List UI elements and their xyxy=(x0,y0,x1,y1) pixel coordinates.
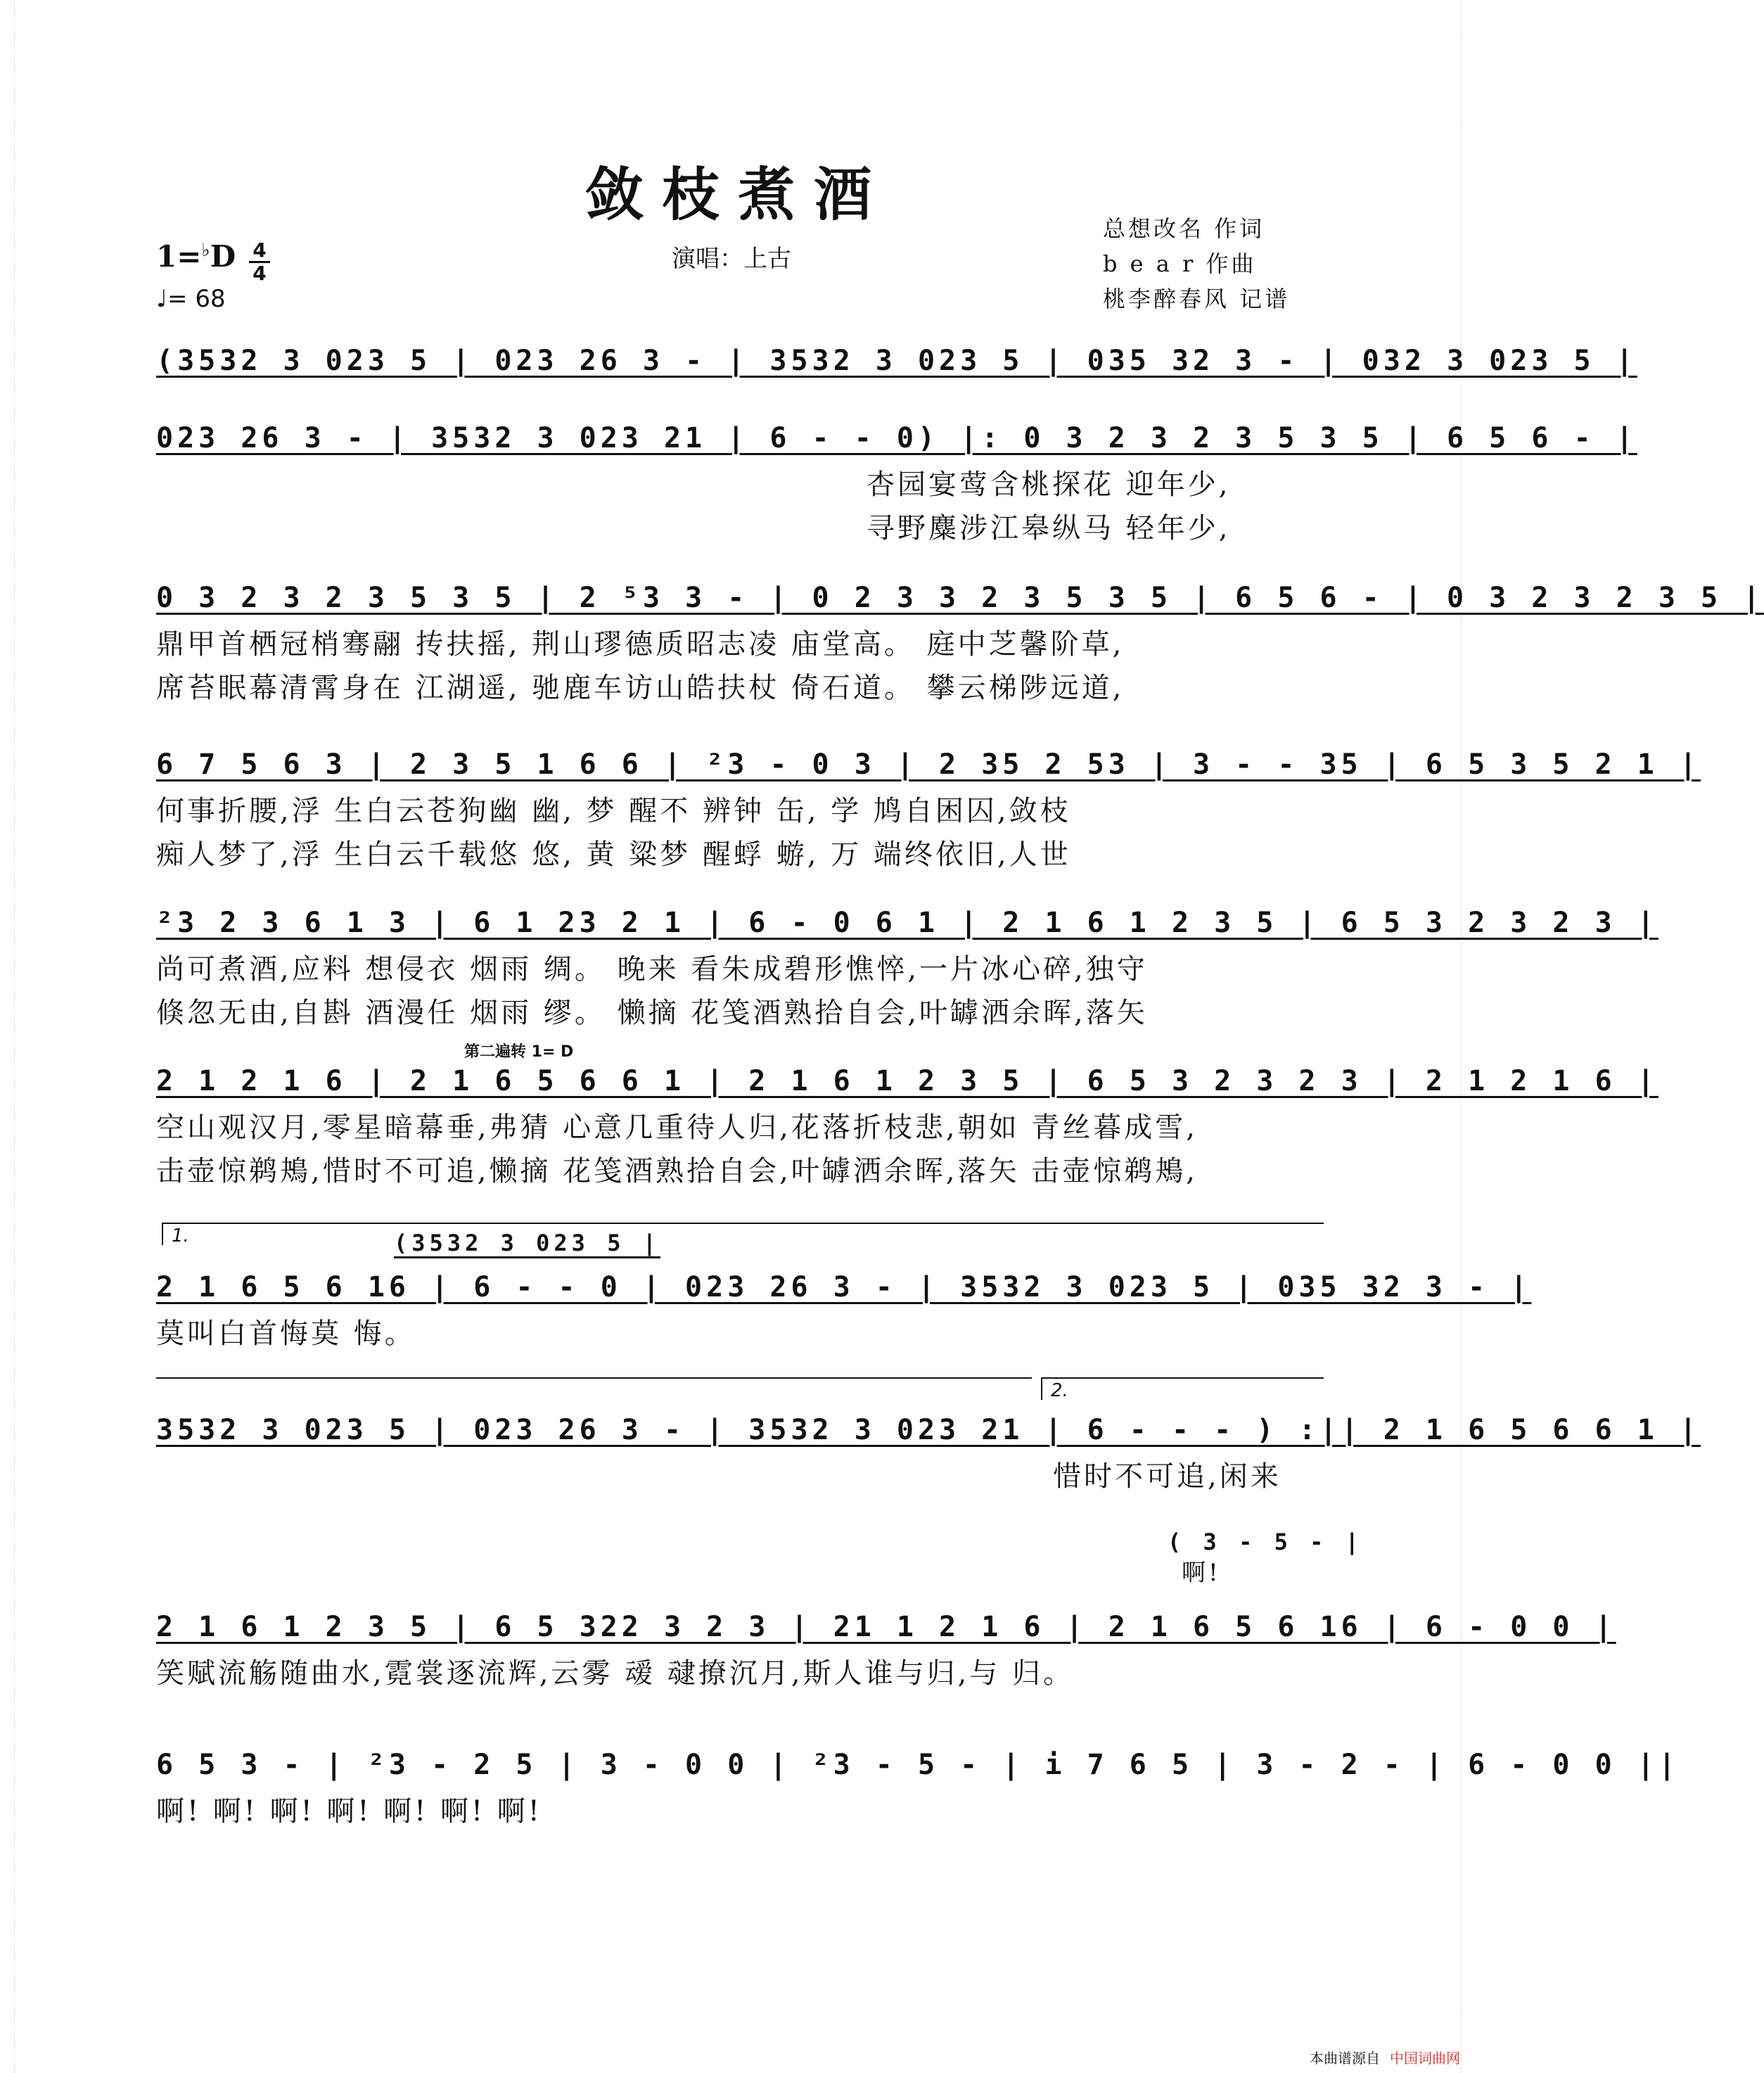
time-signature-top: 4 xyxy=(253,238,267,262)
lyric-verse-1: 啊! 啊! 啊! 啊! 啊! 啊! 啊! xyxy=(156,1795,542,1828)
notes: 023 26 3 - | 3532 3 023 21 | 6 - - 0) |: 0 3 2 3 2 3 5 3 5 | 6 5 6 - | xyxy=(156,422,1637,454)
staff-line-3 xyxy=(156,573,1764,710)
page-title: 敛枝煮酒 xyxy=(585,161,890,229)
lyric-verse-2: 痴人梦了,浮 生白云千载悠 悠, 黄 粱梦 醒蜉 蝣, 万 端终依旧,人世 xyxy=(156,838,1071,871)
lyric-verse-1: 鼎甲首栖冠梢骞翮 抟扶摇, 荆山璆德质昭志凌 庙堂高。 庭中芝馨阶草, xyxy=(156,628,1125,661)
notes: 2 1 6 5 6 16 | 6 - - 0 | 023 26 3 - | 3532 3 023 5 | 035 32 3 - | xyxy=(156,1271,1532,1303)
transcriber-credit: 桃李醉春风 记谱 xyxy=(1103,286,1291,312)
key-note: D xyxy=(210,239,236,274)
notes: 6 5 3 - | ²3 - 2 5 | 3 - 0 0 | ²3 - 5 - | i 7 6 5 | 3 - 2 - | 6 - 0 0 || xyxy=(156,1749,1680,1781)
notes: 0 3 2 3 2 3 5 3 5 | 2 ⁵3 3 - | 0 2 3 3 2 3 5 3 5 | 6 5 6 - | 0 3 2 3 2 3 5 | xyxy=(156,582,1764,614)
lyric-verse-2: 击壶惊鹈鴂,惜时不可追,懒摘 花笺酒熟拾自会,叶罅洒余晖,落矢 击壶惊鹈鴂, xyxy=(156,1155,1199,1187)
volta-bracket-1 xyxy=(162,1223,1324,1245)
lyric-verse-1: 杏园宴莺含桃探花 迎年少, xyxy=(867,468,1231,501)
ossia-line-1 xyxy=(394,1225,675,1261)
lyricist-credit: 总想改名 作词 xyxy=(1103,215,1265,242)
staff-line-10 xyxy=(156,1740,1680,1833)
credits xyxy=(1103,211,1321,317)
key-signature xyxy=(156,239,236,274)
lyric-verse-1: 笑赋流觞随曲水,霓裳逐流辉,云雾 叆 叇撩沉月,斯人谁与归,与 归。 xyxy=(156,1657,1075,1690)
lyric-verse-1: 莫叫白首悔莫 悔。 xyxy=(156,1318,416,1350)
ossia-notes: (3532 3 023 5 | xyxy=(394,1230,660,1256)
singer-credit: 演唱：上古 xyxy=(672,245,791,273)
modulation-note: 第二遍转 1= D xyxy=(464,1043,574,1061)
staff-line-5 xyxy=(156,898,1658,1035)
footer xyxy=(1310,2047,1460,2067)
notes: (3532 3 023 5 | 023 26 3 - | 3532 3 023 5 | 035 32 3 - | 032 3 023 5 | xyxy=(156,345,1637,377)
staff-line-1 xyxy=(156,336,1637,385)
time-signature xyxy=(248,238,271,285)
lyric-verse-2: 倏忽无由,自斟 酒漫任 烟雨 缪。 懒摘 花笺酒熟拾自会,叶罅洒余晖,落矢 xyxy=(156,997,1148,1029)
lyric-verse-1: 空山观汉月,零星暗幕垂,弗猜 心意几重待人归,花落折枝悲,朝如 青丝暮成雪, xyxy=(156,1111,1199,1144)
time-signature-bottom: 4 xyxy=(253,262,267,285)
ossia-line-2 xyxy=(1168,1526,1363,1588)
notes: 2 1 6 1 2 3 5 | 6 5 322 3 2 3 | 21 1 2 1 6 | 2 1 6 5 6 16 | 6 - 0 0 | xyxy=(156,1611,1616,1643)
lyric-verse-1: 惜时不可追,闲来 xyxy=(1053,1460,1282,1493)
volta-1-label: 1. xyxy=(172,1225,189,1246)
volta-2-label: 2. xyxy=(1051,1380,1068,1401)
ossia-notes: ( 3 - 5 - | xyxy=(1168,1529,1363,1555)
notes: 3532 3 023 5 | 023 26 3 - | 3532 3 023 21 | 6 - - - ) :|| 2 1 6 5 6 6 1 | xyxy=(156,1414,1701,1446)
composer-credit: b e a r 作曲 xyxy=(1103,250,1257,277)
tempo-marking: ♩= 68 xyxy=(156,285,226,313)
ossia-lyric: 啊! xyxy=(1182,1559,1221,1587)
notes: 6 7 5 6 3 | 2 3 5 1 6 6 | ²3 - 0 3 | 2 35 2 53 | 3 - - 35 | 6 5 3 5 2 1 | xyxy=(156,748,1701,781)
lyric-verse-2: 寻野麋涉江皋纵马 轻年少, xyxy=(867,512,1231,544)
staff-line-6 xyxy=(156,1057,1658,1193)
repeat-bracket-line xyxy=(156,1377,1032,1379)
lyric-verse-1: 尚可煮酒,应料 想侵衣 烟雨 绸。 晚来 看朱成碧形憔悴,一片冰心碎,独守 xyxy=(156,953,1148,986)
flat-symbol: ♭ xyxy=(201,240,210,261)
notes: 2 1 2 1 6 | 2 1 6 5 6 6 1 | 2 1 6 1 2 3 5 | 6 5 3 2 3 2 3 | 2 1 2 1 6 | xyxy=(156,1065,1658,1097)
footer-source: 本曲谱源自 xyxy=(1310,2050,1380,2067)
key-prefix: 1= xyxy=(156,239,202,274)
left-margin-strip xyxy=(0,0,15,2073)
staff-line-7 xyxy=(156,1263,1532,1356)
lyric-verse-2: 席苔眠幕清霄身在 江湖遥, 驰鹿车访山皓扶杖 倚石道。 攀云梯陟远道, xyxy=(156,672,1125,704)
footer-site-link[interactable]: 中国词曲网 xyxy=(1390,2050,1460,2067)
notes: ²3 2 3 6 1 3 | 6 1 23 2 1 | 6 - 0 6 1 | 2 1 6 1 2 3 5 | 6 5 3 2 3 2 3 | xyxy=(156,907,1658,939)
staff-line-2 xyxy=(156,414,1637,550)
staff-line-4 xyxy=(156,740,1701,876)
volta-bracket-2 xyxy=(1041,1377,1324,1400)
staff-line-9 xyxy=(156,1602,1616,1695)
lyric-verse-1: 何事折腰,浮 生白云苍狗幽 幽, 梦 醒不 辨钟 缶, 学 鸠自困囚,敛枝 xyxy=(156,795,1071,827)
staff-line-8 xyxy=(156,1405,1701,1498)
